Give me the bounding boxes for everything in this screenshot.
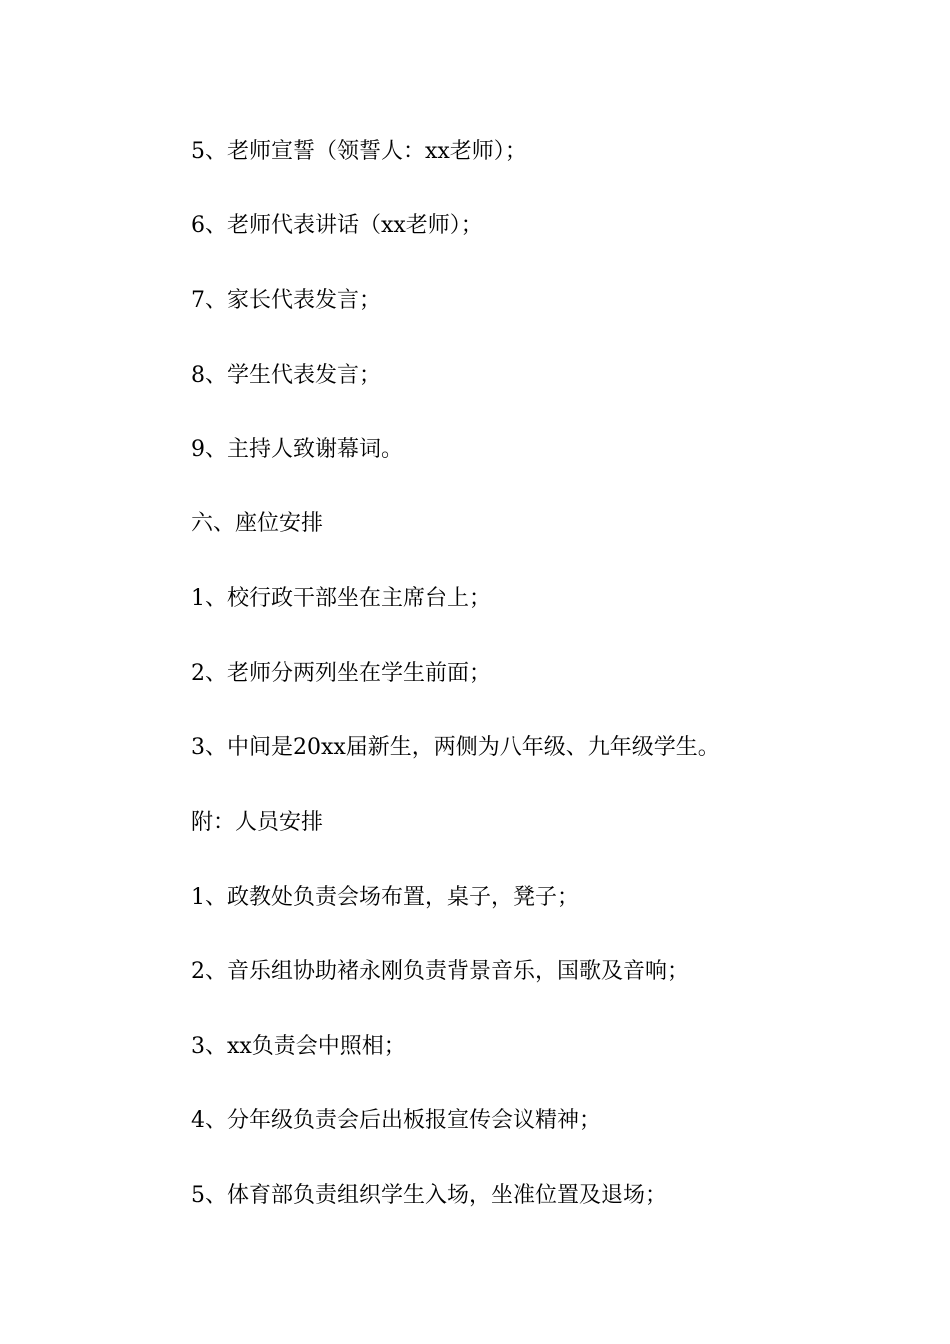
text-line: 5、老师宣誓（领誓人：xx老师）；	[191, 139, 527, 164]
text-line: 2、老师分两列坐在学生前面；	[191, 661, 491, 686]
text-line: 3、中间是20xx届新生，两侧为八年级、九年级学生。	[191, 735, 720, 760]
text-line: 7、家长代表发言；	[191, 288, 381, 313]
text-line: 1、校行政干部坐在主席台上；	[191, 586, 491, 611]
text-line: 2、音乐组协助褚永刚负责背景音乐，国歌及音响；	[191, 959, 689, 984]
text-line: 9、主持人致谢幕词。	[191, 437, 403, 462]
text-line: 3、xx负责会中照相；	[191, 1034, 406, 1059]
text-line: 8、学生代表发言；	[191, 363, 381, 388]
text-line: 6、老师代表讲话（xx老师）；	[191, 213, 483, 238]
section-heading: 附：人员安排	[191, 810, 324, 835]
text-line: 4、分年级负责会后出板报宣传会议精神；	[191, 1108, 601, 1133]
text-line: 5、体育部负责组织学生入场，坐准位置及退场；	[191, 1183, 667, 1208]
section-heading: 六、座位安排	[191, 511, 324, 536]
text-line: 1、政教处负责会场布置，桌子，凳子；	[191, 885, 579, 910]
